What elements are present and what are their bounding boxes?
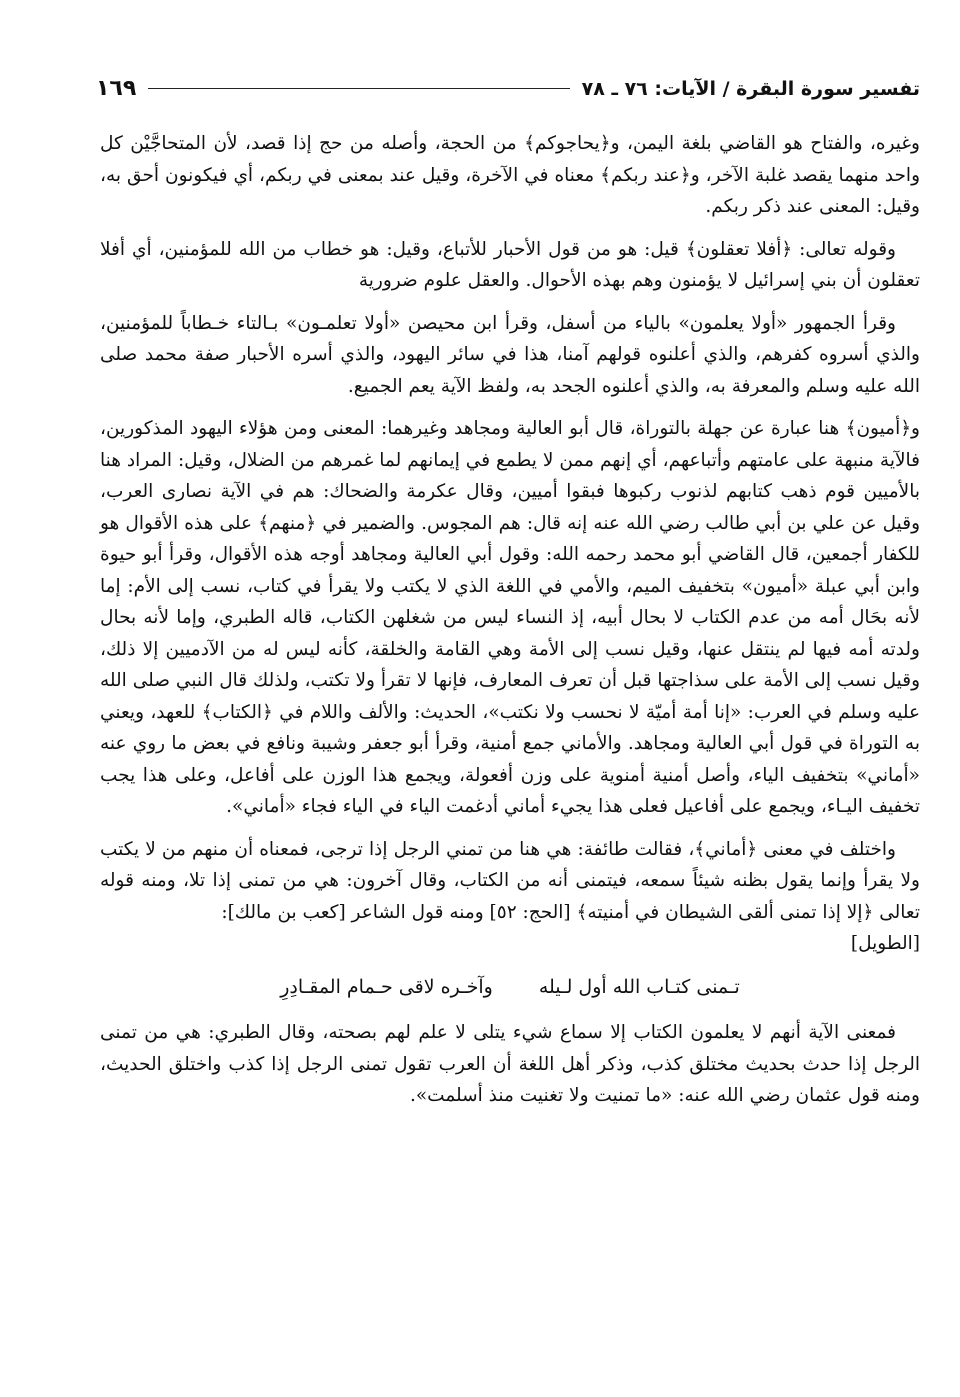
paragraph: فمعنى الآية أنهم لا يعلمون الكتاب إلا سماع شيء يتلى لا علم لهم بصحته، وقال الطبري: هي من تمنى الرجل إذا حدث بحديث مختلق كذب، وذكر أهل اللغة أن العرب تقول تمنى الرجل إذا كذب واختلق الحديث، ومنه قول عثمان رضي الله عنه: «ما تمنيت ولا تغنيت منذ أسلمت». — [100, 1022, 920, 1106]
header-rule — [148, 88, 569, 89]
paragraph: وغيره، والفتاح هو القاضي بلغة اليمن، و﴿يحاجوكم﴾ من الحجة، وأصله من حج إذا قصد، لأن المتحاجَّيْن كل واحد منهما يقصد غلبة الآخر، و﴿عند ربكم﴾ معناه في الآخرة، وقيل عند بمعنى في ربكم، أي فيكونون أحق به، وقيل: المعنى عند ذكر ربكم. — [100, 133, 920, 217]
running-header — [96, 76, 920, 101]
verse-first-hemistich: تـمنى كتـاب الله أول لـيله — [538, 975, 740, 998]
paragraph: وقرأ الجمهور «أولا يعلمون» بالياء من أسفل، وقرأ ابن محيصن «أولا تعلمـون» بـالتاء خـطاباً للمؤمنين، والذي أسروه كفرهم، والذي أعلنوه قولهم آمنا، هذا في سائر اليهود، والذي أسره الأحبار صفة محمد صلى الله عليه وسلم والمعرفة به، والذي أعلنوه الجحد به، ولفظ الآية يعم الجميع. — [100, 312, 920, 397]
running-title: تفسير سورة البقرة / الآيات: ٧٦ ـ ٧٨ — [581, 77, 920, 100]
meter-label: [الطويل] — [850, 933, 920, 954]
paragraph: واختلف في معنى ﴿أماني﴾، فقالت طائفة: هي هنا من تمني الرجل إذا ترجى، فمعناه أن منهم من لا يكتب ولا يقرأ وإنما يقول بظنه شيئاً سمعه، فيتمنى أنه من الكتاب، وقال آخرون: هي من تمنى إذا تلا، ومنه قوله تعالى ﴿إلا إذا تمنى ألقى الشيطان في أمنيته﴾ [الحج: ٥٢] ومنه قول الشاعر [كعب بن مالك]: — [100, 838, 920, 923]
poetry-verse — [100, 972, 920, 1004]
paragraph: و﴿أميون﴾ هنا عبارة عن جهلة بالتوراة، قال أبو العالية ومجاهد وغيرهما: المعنى ومن هؤلاء اليهود المذكورين، فالآية منبهة على عامتهم وأتباعهم، أي إنهم ممن لا يطمع في إيمانهم لما غمرهم من الضلال، وقيل: المراد هنا بالأميين قوم ذهب كتابهم لذنوب ركبوها فبقوا أميين، وقال عكرمة والضحاك: هم في الآية نصارى العرب، وقيل عن علي بن أبي طالب رضي الله عنه إنه قال: هم المجوس. والضمير في ﴿منهم﴾ على هذه الأقوال هو للكفار أجمعين، قال القاضي أبو محمد رحمه الله: وقول أبي العالية ومجاهد أوجه هذه الأقوال، وقرأ أبو حيوة وابن أبي عبلة «أميون» بتخفيف الميم، والأمي في اللغة الذي لا يكتب ولا يقرأ في كتاب، نسب إلى الأم: إما لأنه بحَال أمه من عدم الكتاب لا بحال أبيه، إذ النساء ليس من شغلهن الكتاب، قاله الطبري، وإما لأنه بحال ولدته أمه فيها لم ينتقل عنها، وقيل نسب إلى الأمة وهي القامة والخلقة، كأنه ليس له من الآدميين إلا ذلك، وقيل نسب إلى الأمة على سذاجتها قبل أن تعرف المعارف، فإنها لا تقرأ ولا تكتب، ولذلك قال النبي صلى الله عليه وسلم في العرب: «إنا أمة أميّة لا نحسب ولا نكتب»، الحديث: والألف واللام في ﴿الكتاب﴾ للعهد، ويعني به التوراة في قول أبي العالية ومجاهد. والأماني جمع أمنية، وقرأ أبو جعفر وشيبة ونافع في بعض ما روي عنه «أماني» بتخفيف الياء، وأصل أمنية أمنوية على وزن أفعولة، ويجمع هذا الوزن على أفاعل، وعلى هذا يجب تخفيف اليـاء، ويجمع على أفاعيل فعلى هذا يجيء أماني أدغمت الياء في الياء فجاء «أماني». — [100, 418, 920, 817]
page-number: ١٦٩ — [96, 76, 137, 101]
body-text — [100, 128, 920, 1123]
paragraph: وقوله تعالى: ﴿أفلا تعقلون﴾ قيل: هو من قول الأحبار للأتباع، وقيل: هو خطاب من الله للمؤمنين، أي أفلا تعقلون أن بني إسرائيل لا يؤمنون وهم بهذه الأحوال. والعقل علوم ضرورية — [100, 238, 920, 291]
verse-second-hemistich: وآخـره لاقى حـمام المقـادِرِ — [280, 975, 493, 998]
